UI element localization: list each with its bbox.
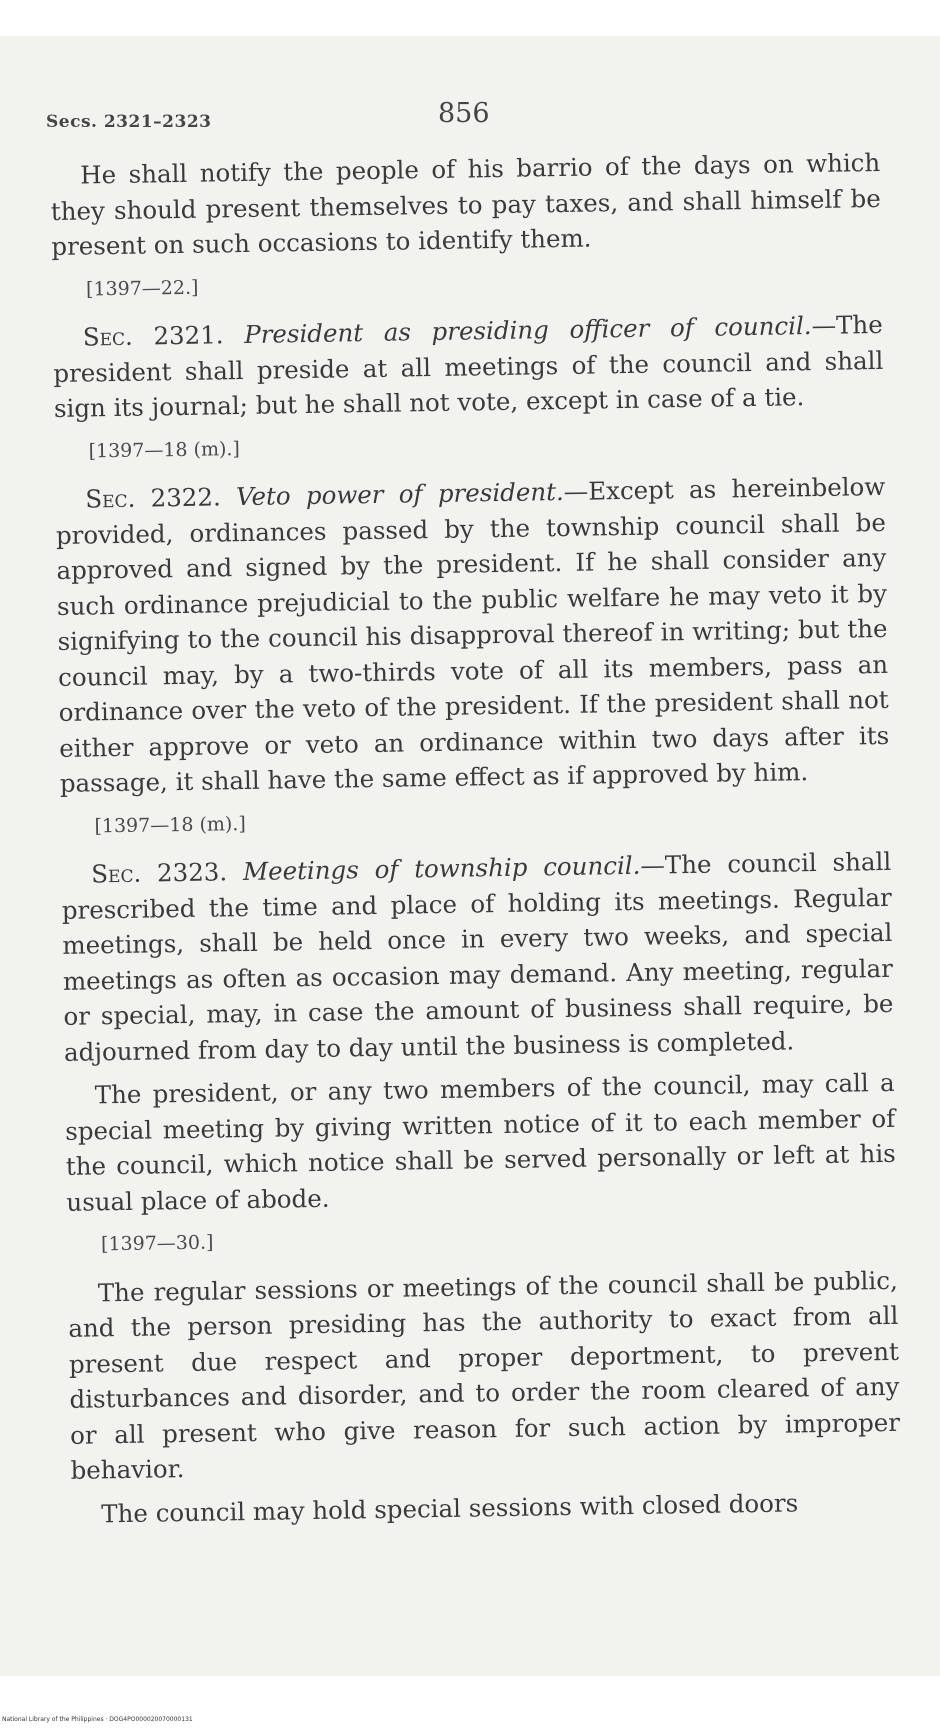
section-title: Meetings of township council. bbox=[242, 850, 641, 887]
paragraph-closed-doors: The council may hold special sessions with closed doors bbox=[101, 1487, 799, 1528]
section-range: Secs. 2321–2323 bbox=[46, 112, 212, 132]
citation: [1397—30.] bbox=[100, 1231, 214, 1256]
section-title: Veto power of president. bbox=[235, 476, 564, 512]
section-number: Sec. 2322. bbox=[85, 482, 221, 514]
citation: [1397—18 (m).] bbox=[94, 812, 246, 837]
body-text bbox=[50, 145, 902, 1540]
page-number: 856 bbox=[438, 98, 490, 129]
section-text: —The president shall preside at all meetings of the council and shall sign its journal; but he shall not vote, except in case of a tie. bbox=[53, 309, 884, 423]
section-2321 bbox=[53, 307, 885, 427]
section-title: President as presiding officer of council. bbox=[243, 311, 812, 349]
citation: [1397—18 (m).] bbox=[88, 437, 241, 462]
section-2323 bbox=[61, 844, 894, 1070]
paragraph-special-meeting: The president, or any two members of the council, may call a special meeting by giving written notice of it to each member of the council, which notice shall be served personally or left at his usual place of abode. bbox=[65, 1067, 896, 1217]
scan-source-footer: National Library of the Philippines · DOG4PO000020070000131 bbox=[2, 1716, 193, 1723]
section-number: Sec. 2321. bbox=[82, 320, 224, 352]
section-text: —Except as hereinbelow provided, ordinances passed by the township council shall be approved and signed by the president. If he shall consider any such ordinance prejudicial to the public welfare he may veto it by signifying to the council his disapproval thereof in writing; but the council may, by a two-thirds vote of all its members, pass an ordinance over the veto of the president. If the president shall not either approve or veto an ordinance within two days after its passage, it shall have the same effect as if approved by him. bbox=[55, 471, 890, 798]
paragraph-public-sessions: The regular sessions or meetings of the council shall be public, and the person presiding has the authority to exact from all present due respect and proper deportment, to prevent disturbances and disorder, and to order the room cleared of any or all present who give reason for such action by improper behavior. bbox=[68, 1265, 901, 1485]
page-header bbox=[46, 98, 926, 138]
paragraph-intro: He shall notify the people of his barrio of the days on which they should present themselves to pay taxes, and shall himself be present on such occasions to identify them. bbox=[50, 147, 881, 261]
section-2322 bbox=[55, 469, 890, 801]
section-text: —The council shall prescribed the time and place of holding its meetings. Regular meetings, shall be held once in every two weeks, and special meetings as often as occasion may demand. Any meeting, regular or special, may, in case the amount of business shall require, be adjourned from day to day until the business is completed. bbox=[61, 846, 894, 1067]
section-number: Sec. 2323. bbox=[91, 857, 228, 889]
citation: [1397—22.] bbox=[85, 276, 199, 300]
